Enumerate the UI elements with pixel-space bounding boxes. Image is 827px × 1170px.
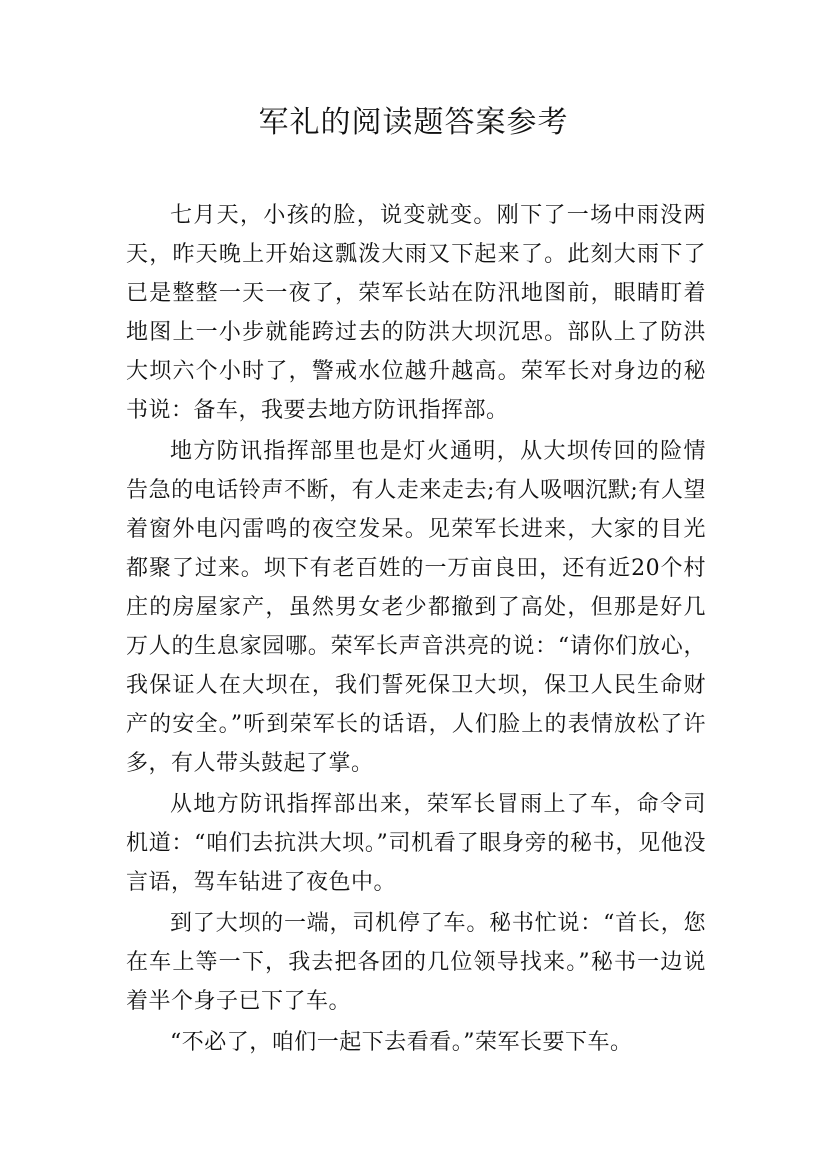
paragraph-5: “不必了，咱们一起下去看看。”荣军长要下车。 xyxy=(170,1030,633,1055)
paragraph-2: 地方防讯指挥部里也是灯火通明，从大坝传回的险情告急的电话铃声不断，有人走来走去;有人吸咽沉默;有人望着窗外电闪雷鸣的夜空发呆。见荣军长进来，大家的目光都聚了过来。坝下有老百姓的一万亩良田，还有近20个村庄的房屋家产，虽然男女老少都撤到了高处，但那是好几万人的生息家园哪。荣军长声音洪亮的说：“请你们放心，我保证人在大坝在，我们誓死保卫大坝，保卫人民生命财产的安全。”听到荣军长的话语，人们脸上的表情放松了许多，有人带头鼓起了掌。 xyxy=(126,439,706,776)
paragraph-4: 到了大坝的一端，司机停了车。秘书忙说：“首长，您在车上等一下，我去把各团的几位领导找来。”秘书一边说着半个身子已下了车。 xyxy=(126,911,706,1014)
document-body xyxy=(126,196,706,1064)
document-title: 军礼的阅读题答案参考 xyxy=(258,105,569,140)
paragraph-3: 从地方防讯指挥部出来，荣军长冒雨上了车，命令司机道：“咱们去抗洪大坝。”司机看了眼身旁的秘书，见他没言语，驾车钻进了夜色中。 xyxy=(126,792,706,895)
paragraph-1: 七月天，小孩的脸，说变就变。刚下了一场中雨没两天，昨天晚上开始这瓢泼大雨又下起来了。此刻大雨下了已是整整一天一夜了，荣军长站在防汛地图前，眼睛盯着地图上一小步就能跨过去的防洪大坝沉思。部队上了防洪大坝六个小时了，警戒水位越升越高。荣军长对身边的秘书说：备车，我要去地方防讯指挥部。 xyxy=(126,203,706,423)
